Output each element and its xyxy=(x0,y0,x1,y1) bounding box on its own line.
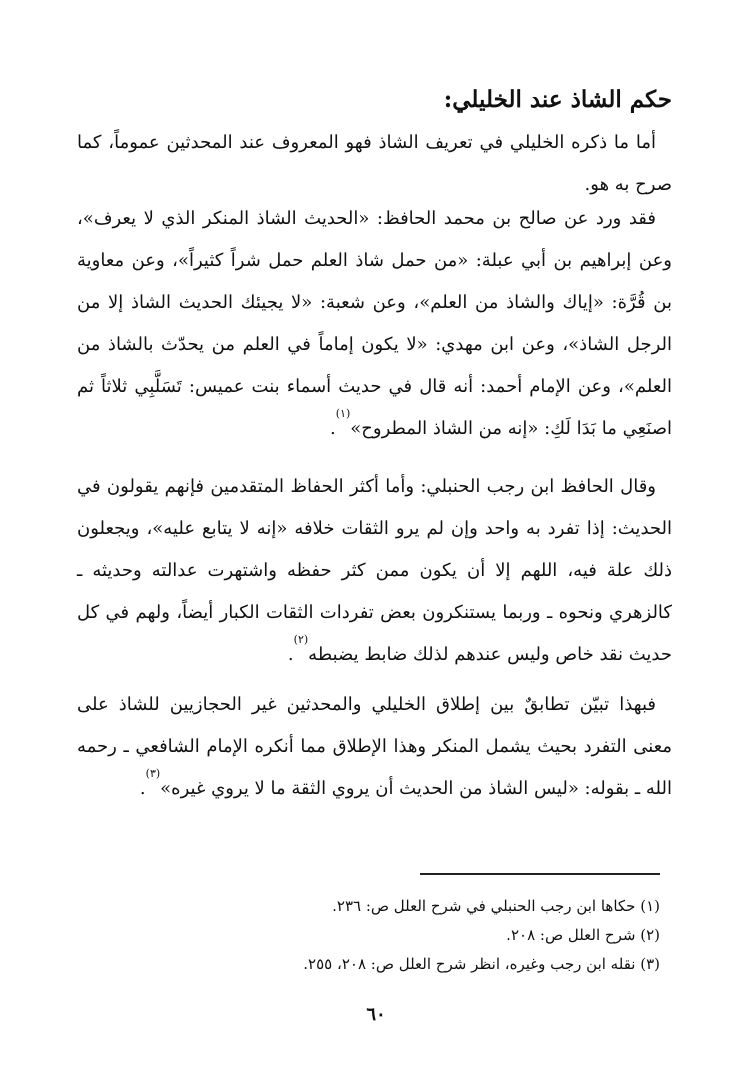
paragraph-text: وقال الحافظ ابن رجب الحنبلي: وأما أكثر الحفاظ المتقدمين فإنهم يقولون في الحديث: إذا تفرد به واحد وإن لم يرو الثقات خلافه «إنه لا يتابع عليه»، ويجعلون ذلك علة فيه، اللهم إلا أن يكون ممن كثر حفظه واشتهرت عدالته وحديثه ـ كالزهري ونحوه ـ وربما يستنكرون بعض تفردات الثقات الكبار أيضاً، ولهم في كل حديث نقد خاص وليس عندهم لذلك ضابط يضبطه xyxy=(77,476,672,665)
footnotes xyxy=(80,892,660,979)
paragraph-conclusion xyxy=(77,684,672,810)
page-number: ٦٠ xyxy=(366,1004,386,1025)
footnote-ref-3[interactable]: (٣) xyxy=(145,767,161,780)
paragraph-ibn-rajab xyxy=(77,466,672,676)
footnote-1: (١) حكاها ابن رجب الحنبلي في شرح العلل ص: ٢٣٦. xyxy=(332,897,660,915)
paragraph-quotes xyxy=(77,198,672,450)
paragraph-text: أما ما ذكره الخليلي في تعريف الشاذ فهو المعروف عند المحدثين عموماً، كما صرح به هو. xyxy=(77,132,672,195)
footnote-ref-2[interactable]: (٢) xyxy=(293,633,309,646)
paragraph-end: . xyxy=(139,778,146,799)
paragraph-definition xyxy=(77,122,672,206)
paragraph-text: فقد ورد عن صالح بن محمد الحافظ: «الحديث الشاذ المنكر الذي لا يعرف»، وعن إبراهيم بن أبي عبلة: «من حمل شاذ العلم حمل شراً كثيراً»، وعن معاوية بن قُرَّة: «إياك والشاذ من العلم»، وعن شعبة: «لا يجيئك الحديث الشاذ إلا من الرجل الشاذ»، وعن ابن مهدي: «لا يكون إماماً في العلم من يحدّث بالشاذ من العلم»، وعن الإمام أحمد: أنه قال في حديث أسماء بنت عميس: تَسَلَّبِي ثلاثاً ثم اصنَعِي ما بَدَا لَكِ: «إنه من الشاذ المطروح» xyxy=(77,208,672,439)
footnote-divider xyxy=(420,873,660,875)
paragraph-text: فبهذا تبيّن تطابقٌ بين إطلاق الخليلي والمحدثين غير الحجازيين للشاذ على معنى التفرد بحيث يشمل المنكر وهذا الإطلاق مما أنكره الإمام الشافعي ـ رحمه الله ـ بقوله: «ليس الشاذ من الحديث أن يروي الثقة ما لا يروي غيره» xyxy=(77,694,672,799)
paragraph-end: . xyxy=(330,418,336,439)
paragraph-end: . xyxy=(287,644,294,665)
footnote-ref-1[interactable]: (١) xyxy=(335,407,351,420)
footnote-2: (٢) شرح العلل ص: ٢٠٨. xyxy=(506,926,660,944)
footnote-3: (٣) نقله ابن رجب وغيره، انظر شرح العلل ص: ٢٠٨، ٢٥٥. xyxy=(303,955,660,973)
section-heading: حكم الشاذ عند الخليلي: xyxy=(443,86,672,113)
